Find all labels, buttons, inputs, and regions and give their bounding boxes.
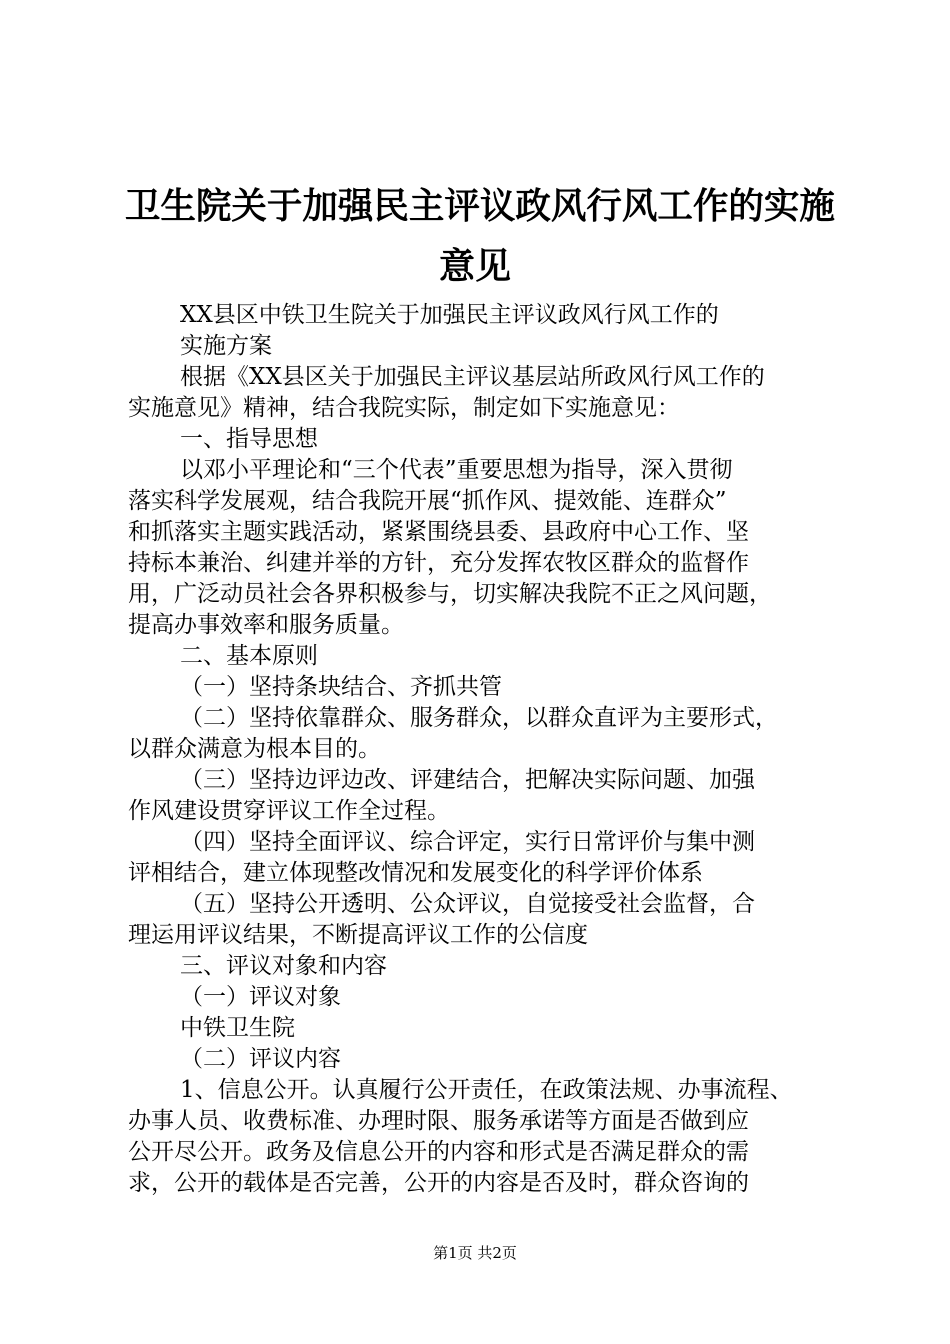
body-line: 1、信息公开。认真履行公开责任，在政策法规、办事流程、	[180, 1077, 793, 1103]
body-line: 中铁卫生院	[180, 1015, 295, 1041]
body-line: （一）坚持条块结合、齐抓共管	[180, 674, 502, 700]
body-line: （三）坚持边评边改、评建结合，把解决实际问题、加强	[180, 767, 755, 793]
body-line: 根据《XX县区关于加强民主评议基层站所政风行风工作的	[180, 364, 765, 390]
body-line: （一）评议对象	[180, 984, 341, 1010]
page-footer: 第1页 共2页	[433, 1244, 517, 1262]
section-heading: 二、基本原则	[180, 643, 318, 669]
body-line: 提高办事效率和服务质量。	[128, 612, 404, 638]
section-heading: 一、指导思想	[180, 426, 318, 452]
body-line: （二）评议内容	[180, 1046, 341, 1072]
body-line: 公开尽公开。政务及信息公开的内容和形式是否满足群众的需	[128, 1139, 749, 1165]
body-line: 持标本兼治、纠建并举的方针，充分发挥农牧区群众的监督作	[128, 550, 749, 576]
body-line: 以群众满意为根本目的。	[128, 736, 381, 762]
body-line: 办事人员、收费标准、办理时限、服务承诺等方面是否做到应	[128, 1108, 749, 1134]
body-line: 以邓小平理论和“三个代表”重要思想为指导，深入贯彻	[180, 457, 733, 483]
body-line: （四）坚持全面评议、综合评定，实行日常评价与集中测	[180, 829, 755, 855]
body-line: 求，公开的载体是否完善，公开的内容是否及时，群众咨询的	[128, 1170, 749, 1196]
body-line: 作风建设贯穿评议工作全过程。	[128, 798, 450, 824]
body-line: XX县区中铁卫生院关于加强民主评议政风行风工作的	[180, 302, 719, 328]
body-line: 理运用评议结果，不断提高评议工作的公信度	[128, 922, 588, 948]
body-line: 落实科学发展观，结合我院开展“抓作风、提效能、连群众”	[128, 488, 727, 514]
body-line: 实施意见》精神，结合我院实际，制定如下实施意见：	[128, 395, 680, 421]
document-title-line-2: 意见	[438, 245, 511, 287]
body-line: （二）坚持依靠群众、服务群众，以群众直评为主要形式，	[180, 705, 778, 731]
body-line: 评相结合，建立体现整改情况和发展变化的科学评价体系	[128, 860, 703, 886]
body-line: 和抓落实主题实践活动，紧紧围绕县委、县政府中心工作、坚	[128, 519, 749, 545]
document-title-line-1: 卫生院关于加强民主评议政风行风工作的实施	[124, 185, 835, 227]
body-line: 用，广泛动员社会各界积极参与，切实解决我院不正之风问题，	[128, 581, 772, 607]
section-heading: 三、评议对象和内容	[180, 953, 387, 979]
body-line: 实施方案	[180, 333, 272, 359]
body-line: （五）坚持公开透明、公众评议，自觉接受社会监督，合	[180, 891, 755, 917]
